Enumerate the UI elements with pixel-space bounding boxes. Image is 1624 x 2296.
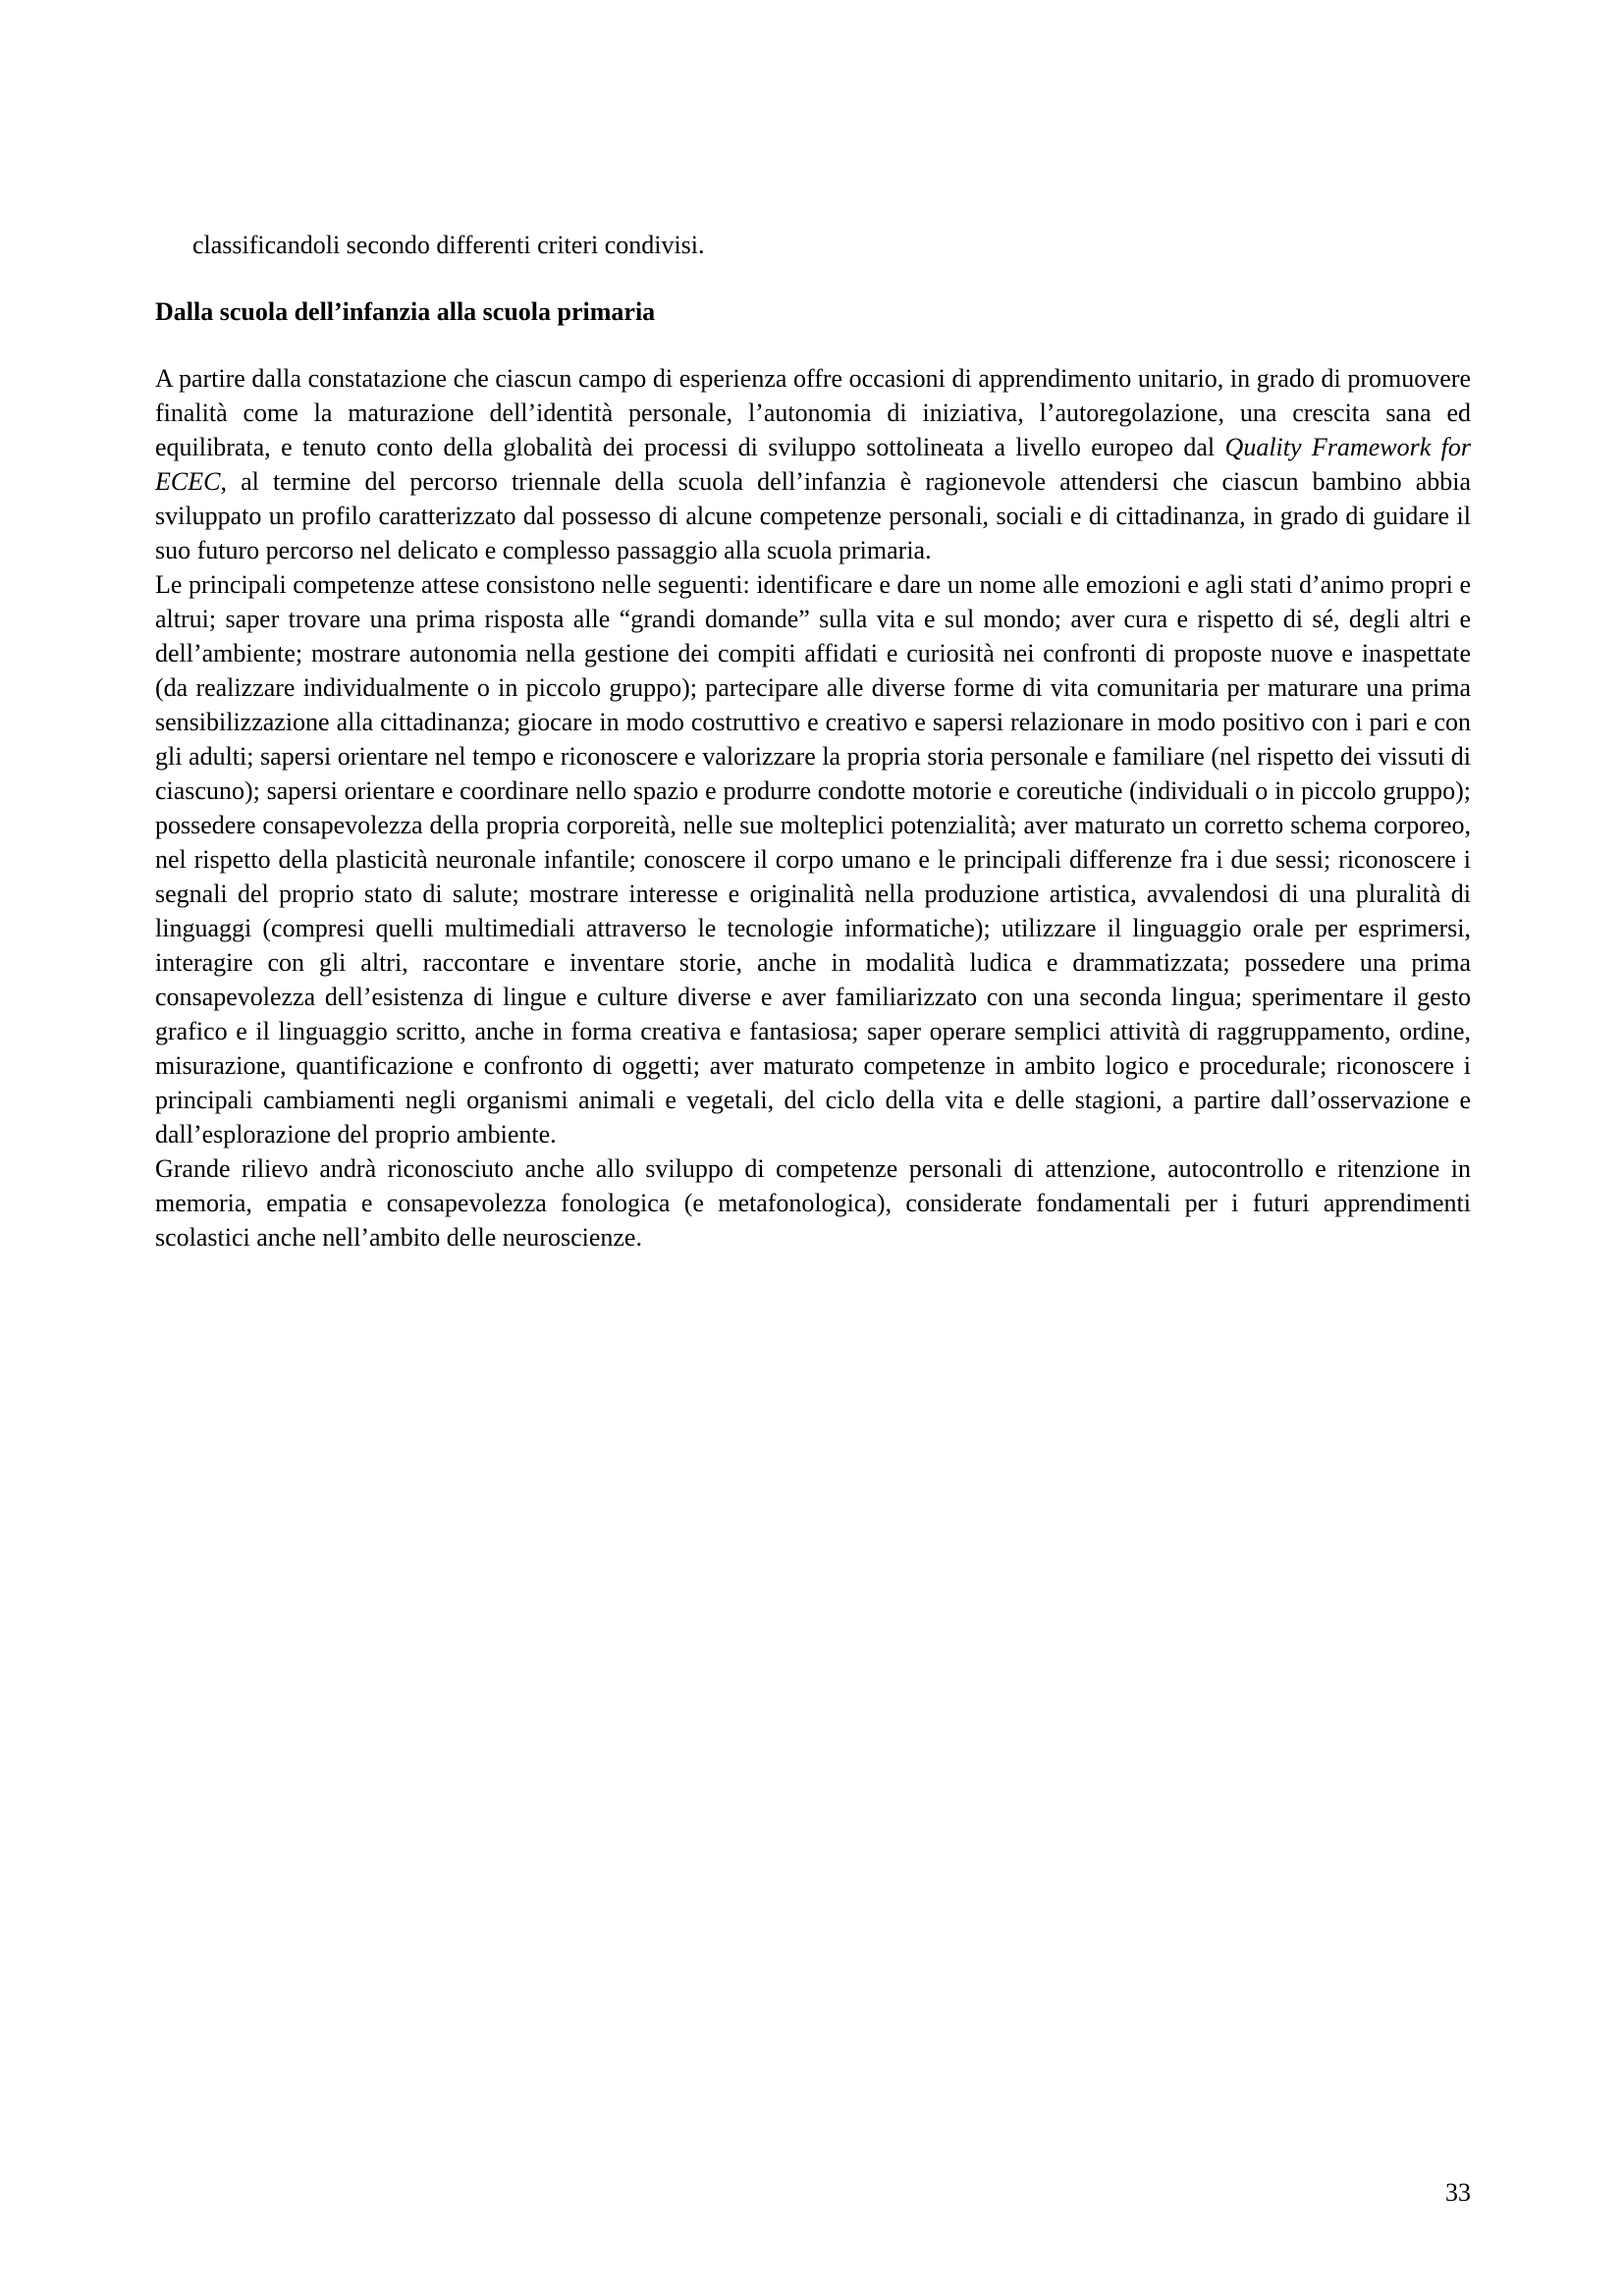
text-column [155,228,1471,1255]
body-paragraph-2: Le principali competenze attese consistono nelle seguenti: identificare e dare un nome alle emozioni e agli stati d’animo propri e altrui; saper trovare una prima risposta alle “grandi domande” sulla vita e sul mondo; aver cura e rispetto di sé, degli altri e dell’ambiente; mostrare autonomia nella gestione dei compiti affidati e curiosità nei confronti di proposte nuove e inaspettate (da realizzare individualmente o in piccolo gruppo); partecipare alle diverse forme di vita comunitaria per maturare una prima sensibilizzazione alla cittadinanza; giocare in modo costruttivo e creativo e sapersi relazionare in modo positivo con i pari e con gli adulti; sapersi orientare nel tempo e riconoscere e valorizzare la propria storia personale e familiare (nel rispetto dei vissuti di ciascuno); sapersi orientare e coordinare nello spazio e produrre condotte motorie e coreutiche (individuali o in piccolo gruppo); possedere consapevolezza della propria corporeità, nelle sue molteplici potenzialità; aver maturato un corretto schema corporeo, nel rispetto della plasticità neuronale infantile; conoscere il corpo umano e le principali differenze fra i due sessi; riconoscere i segnali del proprio stato di salute; mostrare interesse e originalità nella produzione artistica, avvalendosi di una pluralità di linguaggi (compresi quelli multimediali attraverso le tecnologie informatiche); utilizzare il linguaggio orale per esprimersi, interagire con gli altri, raccontare e inventare storie, anche in modalità ludica e drammatizzata; possedere una prima consapevolezza dell’esistenza di lingue e culture diverse e aver familiarizzato con una seconda lingua; sperimentare il gesto grafico e il linguaggio scritto, anche in forma creativa e fantasiosa; saper operare semplici attività di raggruppamento, ordine, misurazione, quantificazione e confronto di oggetti; aver maturato competenze in ambito logico e procedurale; riconoscere i principali cambiamenti negli organismi animali e vegetali, del ciclo della vita e delle stagioni, a partire dall’osservazione e dall’esplorazione del proprio ambiente. [155,570,1471,1148]
body-paragraph-3: Grande rilievo andrà riconosciuto anche allo sviluppo di competenze personali di attenzione, autocontrollo e ritenzione in memoria, empatia e consapevolezza fonologica (e metafonologica), considerate fondamentali per i futuri apprendimenti scolastici anche nell’ambito delle neuroscienze. [155,1154,1471,1252]
paragraph-1-italic-title: Quality Framework for ECEC, [155,433,1471,496]
section-heading: Dalla scuola dell’infanzia alla scuola primaria [155,297,656,326]
paragraph-1-text-start: A partire dalla constatazione che ciascun campo di esperienza offre occasioni di apprendimento unitario, in grado di promuovere finalità come la maturazione dell’identità personale, l’autonomia di iniziativa, l’autoregolazione, una crescita sana ed equilibrata, e tenuto conto della globalità dei processi di sviluppo sottolineata a livello europeo dal [155,364,1471,461]
body-paragraph-1 [155,361,1471,567]
page-number: 33 [1445,2178,1471,2207]
paragraph-1-text-end: al termine del percorso triennale della scuola dell’infanzia è ragionevole attendersi che ciascun bambino abbia sviluppato un profilo caratterizzato dal possesso di alcune competenze personali, sociali e di cittadinanza, in grado di guidare il suo futuro percorso nel delicato e complesso passaggio alla scuola primaria. [155,467,1471,564]
continuation-line: classificandoli secondo differenti criteri condivisi. [192,231,705,259]
